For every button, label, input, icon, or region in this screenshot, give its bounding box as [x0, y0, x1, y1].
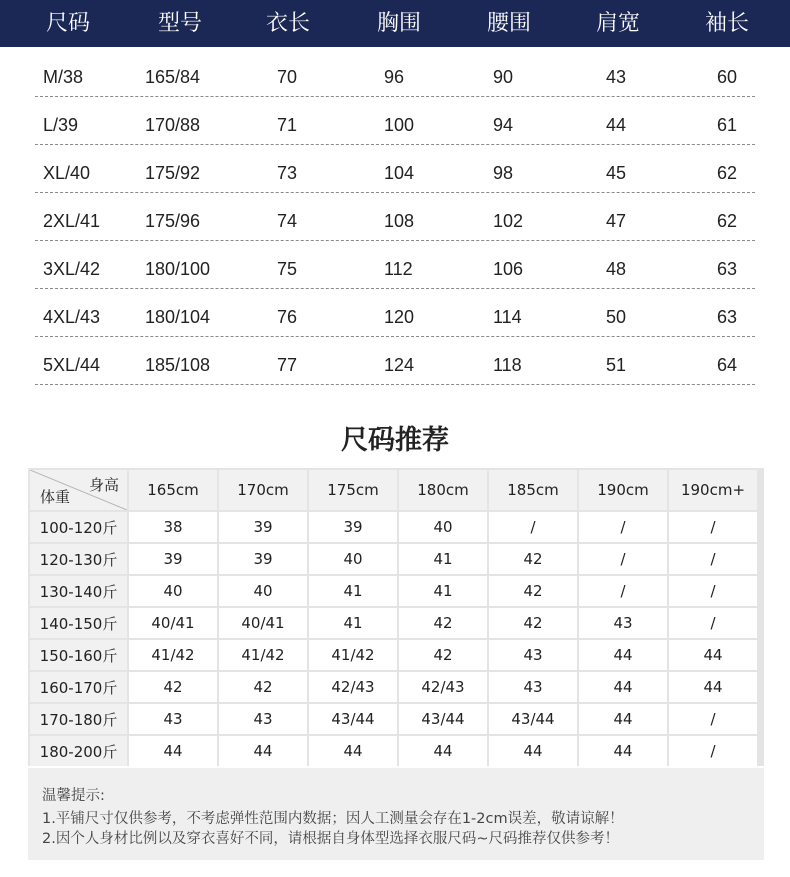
size-table-cell: 180/100 — [145, 259, 211, 279]
size-table-cell: 5XL/44 — [43, 355, 101, 375]
recommended-size-cell: 42 — [399, 608, 487, 638]
recommended-size-cell: 40 — [399, 512, 487, 542]
size-table-cell: 4XL/43 — [43, 307, 101, 327]
size-table-cell: XL/40 — [43, 163, 91, 183]
recommended-size-cell: 41/42 — [309, 640, 397, 670]
size-table-cell: 62 — [717, 211, 738, 231]
recommended-size-cell: 38 — [129, 512, 217, 542]
recommended-size-cell: 43 — [219, 704, 307, 734]
size-table-cell: 114 — [493, 307, 522, 327]
recommended-size-cell: 42/43 — [399, 672, 487, 702]
height-header-cell: 175cm — [309, 470, 397, 510]
size-table-cell: M/38 — [43, 67, 84, 87]
size-table-cell: 185/108 — [145, 355, 211, 375]
size-table-cell: 112 — [384, 259, 413, 279]
size-table-cell: 175/92 — [145, 163, 201, 183]
size-header-cell: 肩宽 — [595, 11, 641, 36]
recommended-size-cell: 40 — [129, 576, 217, 606]
recommended-size-cell: / — [669, 512, 757, 542]
recommended-size-cell: / — [669, 544, 757, 574]
recommended-size-cell: 43/44 — [489, 704, 577, 734]
recommended-size-cell: 42 — [489, 544, 577, 574]
size-table-cell: 3XL/42 — [43, 259, 101, 279]
recommended-size-cell: 41 — [309, 608, 397, 638]
size-table-cell: 62 — [717, 163, 738, 183]
height-header-cell: 170cm — [219, 470, 307, 510]
height-header-cell: 190cm — [579, 470, 667, 510]
corner-header-cell — [30, 470, 127, 510]
recommended-size-cell: 39 — [309, 512, 397, 542]
size-table-row — [35, 240, 755, 289]
recommended-size-cell: 44 — [579, 672, 667, 702]
height-header-cell: 190cm+ — [669, 470, 757, 510]
size-table-cell: 120 — [384, 307, 415, 327]
size-table-cell: 73 — [277, 163, 298, 183]
size-table-cell: 70 — [277, 67, 298, 87]
weight-row-label: 100-120斤 — [30, 512, 127, 542]
recommended-size-cell: / — [579, 544, 667, 574]
height-header-cell: 165cm — [129, 470, 217, 510]
size-table-header — [0, 0, 790, 47]
recommended-size-cell: 43/44 — [309, 704, 397, 734]
size-table-cell: 170/88 — [145, 115, 201, 135]
notes-box — [28, 768, 764, 860]
recommended-size-cell: 41/42 — [219, 640, 307, 670]
recommended-size-cell: 43 — [489, 640, 577, 670]
size-table-cell: 77 — [277, 355, 298, 375]
size-table-cell: 75 — [277, 259, 298, 279]
recommended-size-cell: 40 — [219, 576, 307, 606]
recommended-size-cell: 41 — [309, 576, 397, 606]
size-table-cell: 61 — [717, 115, 738, 135]
recommended-size-cell: 42 — [219, 672, 307, 702]
recommended-size-cell: 44 — [579, 704, 667, 734]
size-table-row — [35, 96, 755, 145]
size-table-cell: 118 — [493, 355, 522, 375]
size-table-cell: 104 — [384, 163, 415, 183]
recommended-size-cell: 42 — [489, 608, 577, 638]
height-header-cell: 185cm — [489, 470, 577, 510]
recommended-size-cell: 41 — [399, 576, 487, 606]
size-table-row — [35, 336, 755, 385]
weight-row-label: 140-150斤 — [30, 608, 127, 638]
recommended-size-cell: 42/43 — [309, 672, 397, 702]
weight-row-label: 130-140斤 — [30, 576, 127, 606]
weight-row-label: 180-200斤 — [30, 736, 127, 766]
size-table-row — [35, 288, 755, 337]
recommended-size-cell: 40/41 — [129, 608, 217, 638]
recommended-size-cell: 42 — [489, 576, 577, 606]
size-table-cell: 44 — [606, 115, 627, 135]
recommended-size-cell: 39 — [219, 512, 307, 542]
section-title: 尺码推荐 — [341, 425, 449, 456]
size-header-cell: 腰围 — [486, 11, 532, 36]
size-table-cell: 74 — [277, 211, 298, 231]
recommended-size-cell: 43 — [489, 672, 577, 702]
recommended-size-cell: 42 — [399, 640, 487, 670]
recommended-size-cell: / — [669, 736, 757, 766]
size-table-cell: 96 — [384, 67, 405, 87]
size-table-cell: 63 — [717, 259, 738, 279]
size-table-cell: 175/96 — [145, 211, 201, 231]
recommended-size-cell: 44 — [489, 736, 577, 766]
recommended-size-cell: 44 — [129, 736, 217, 766]
recommended-size-cell: 44 — [399, 736, 487, 766]
size-table-cell: L/39 — [43, 115, 79, 135]
size-table-cell: 90 — [493, 67, 514, 87]
size-header-cell: 衣长 — [265, 11, 311, 36]
weight-row-label: 170-180斤 — [30, 704, 127, 734]
recommended-size-cell: 43 — [129, 704, 217, 734]
size-table-row — [35, 48, 755, 97]
weight-axis-label: 体重 — [40, 488, 71, 506]
size-table-cell: 71 — [277, 115, 298, 135]
size-table-cell: 2XL/41 — [43, 211, 101, 231]
recommended-size-cell: 44 — [579, 640, 667, 670]
recommended-size-cell: 39 — [129, 544, 217, 574]
size-table-cell: 51 — [606, 355, 627, 375]
recommended-size-cell: / — [579, 512, 667, 542]
size-table-cell: 60 — [717, 67, 738, 87]
size-table-cell: 64 — [717, 355, 738, 375]
size-table-cell: 94 — [493, 115, 514, 135]
size-table-cell: 43 — [606, 67, 627, 87]
size-table-cell: 76 — [277, 307, 298, 327]
size-table-cell: 165/84 — [145, 67, 201, 87]
size-table-cell: 124 — [384, 355, 415, 375]
size-table-cell: 47 — [606, 211, 627, 231]
height-axis-label: 身高 — [88, 476, 119, 494]
size-table-row — [35, 144, 755, 193]
recommended-size-cell: / — [489, 512, 577, 542]
size-header-cell: 袖长 — [704, 11, 750, 36]
recommended-size-cell: / — [669, 576, 757, 606]
size-table-cell: 45 — [606, 163, 627, 183]
recommended-size-cell: / — [579, 576, 667, 606]
recommended-size-cell: 43 — [579, 608, 667, 638]
size-table-cell: 102 — [493, 211, 524, 231]
recommended-size-cell: 44 — [219, 736, 307, 766]
size-table-cell: 108 — [384, 211, 415, 231]
notes-title: 温馨提示: — [42, 788, 105, 804]
recommended-size-cell: 44 — [669, 640, 757, 670]
size-table-row — [35, 192, 755, 241]
weight-row-label: 160-170斤 — [30, 672, 127, 702]
recommended-size-cell: / — [669, 608, 757, 638]
weight-row-label: 120-130斤 — [30, 544, 127, 574]
size-table-cell: 48 — [606, 259, 627, 279]
recommended-size-cell: 44 — [579, 736, 667, 766]
note-line-2: 2.因个人身材比例以及穿衣喜好不同，请根据自身体型选择衣服尺码~尺码推荐仅供参考！ — [42, 831, 619, 847]
size-table-cell: 98 — [493, 163, 514, 183]
size-header-cell: 型号 — [157, 11, 203, 36]
size-table-cell: 63 — [717, 307, 738, 327]
recommended-size-cell: 40/41 — [219, 608, 307, 638]
recommended-size-cell: 44 — [309, 736, 397, 766]
recommended-size-cell: 44 — [669, 672, 757, 702]
weight-row-label: 150-160斤 — [30, 640, 127, 670]
size-header-cell: 胸围 — [376, 11, 422, 36]
size-table-cell: 100 — [384, 115, 415, 135]
size-table-cell: 50 — [606, 307, 627, 327]
recommended-size-cell: 40 — [309, 544, 397, 574]
recommendation-table — [28, 468, 764, 766]
recommended-size-cell: 43/44 — [399, 704, 487, 734]
recommended-size-cell: 41 — [399, 544, 487, 574]
height-header-cell: 180cm — [399, 470, 487, 510]
note-line-1: 1.平铺尺寸仅供参考，不考虑弹性范围内数据；因人工测量会存在1-2cm误差，敬请谅解！ — [42, 811, 624, 827]
recommended-size-cell: 39 — [219, 544, 307, 574]
size-header-cell: 尺码 — [45, 11, 91, 36]
recommended-size-cell: 41/42 — [129, 640, 217, 670]
size-table-cell: 106 — [493, 259, 524, 279]
recommended-size-cell: 42 — [129, 672, 217, 702]
size-table-cell: 180/104 — [145, 307, 211, 327]
recommended-size-cell: / — [669, 704, 757, 734]
